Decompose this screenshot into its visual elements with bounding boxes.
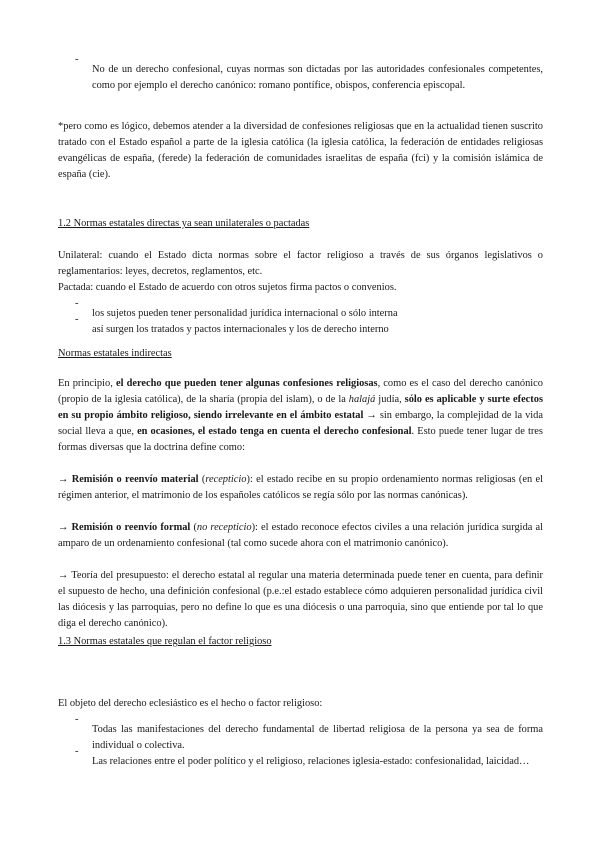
remision-formal-paragraph: → Remisión o reenvío formal (no recepticio): el estado reconoce efectos civiles a una relación jurídica surgida al amparo de un ordenamiento confesional (tal como sucede ahora con el matrimonio canónico). [58, 522, 543, 549]
section-heading-indirectas: Normas estatales indirectas [58, 348, 172, 359]
list-dash: - [75, 298, 79, 309]
remision-material-paragraph: → Remisión o reenvío material (recepticio): el estado recibe en su propio ordenamiento normas religiosas (en el régimen anterior, el matrimonio de los españoles católicos se regía sólo por las normas canónicas). [58, 474, 543, 501]
section-heading-1-2: 1.2 Normas estatales directas ya sean unilaterales o pactadas [58, 218, 310, 229]
indirectas-paragraph: En principio, el derecho que pueden tener algunas confesiones religiosas, como es el caso del derecho canónico (propio de la iglesia católica), de la sharía (propia del islam), o de la halajá judía, sólo es aplicable y surte efectos en su propio ámbito religioso, siendo irrelevante en el ámbito estatal → sin embargo, la complejidad de la vida social lleva a que, en ocasiones, el estado tenga en cuenta el derecho confesional. Esto puede tener lugar de tres formas diversas que la doctrina define como: [58, 378, 543, 453]
list-item: los sujetos pueden tener personalidad jurídica internacional o sólo interna [92, 308, 398, 320]
pactada-paragraph: Pactada: cuando el Estado de acuerdo con otros sujetos firma pactos o convenios. [58, 282, 397, 293]
intro-bullet-text: No de un derecho confesional, cuyas normas son dictadas por las autoridades confesionales competentes, como por ejemplo el derecho canónico: romano pontífice, obispos, conferencia episcopal. [92, 64, 543, 92]
list-dash: - [75, 746, 79, 757]
list-dash: - [75, 54, 79, 65]
list-dash: - [75, 314, 79, 325]
section-heading-1-3: 1.3 Normas estatales que regulan el factor religioso [58, 636, 272, 647]
note-paragraph: *pero como es lógico, debemos atender a la diversidad de confesiones religiosas que en la actualidad tienen suscrito tratado con el Estado español a parte de la iglesia católica (la iglesia católica, la federación de entidades religiosas evangélicas de españa, (ferede) la federación de comunidades israelitas de españa (fci) y la comisión islámica de españa (cie). [58, 121, 543, 180]
unilateral-paragraph: Unilateral: cuando el Estado dicta normas sobre el factor religioso a través de sus órganos legislativos o reglamentarios: leyes, decretos, reglamentos, etc. [58, 250, 543, 277]
list-dash: - [75, 714, 79, 725]
list-item: Las relaciones entre el poder político y el religioso, relaciones iglesia-estado: confesionalidad, laicidad… [92, 756, 530, 768]
list-item: Todas las manifestaciones del derecho fundamental de libertad religiosa de la persona ya sea de forma individual o colectiva. [92, 724, 543, 752]
list-item: así surgen los tratados y pactos internacionales y los de derecho interno [92, 324, 389, 336]
objeto-paragraph: El objeto del derecho eclesiástico es el hecho o factor religioso: [58, 698, 323, 709]
teoria-presupuesto-paragraph: → Teoría del presupuesto: el derecho estatal al regular una materia determinada puede tener en cuenta, para definir el supuesto de hecho, una definición confesional (p.e.:el estado establece cómo adquieren personalidad jurídica civil las diócesis y las parroquias, pero no define lo que es una diócesis o una parroquia, sino que entiende por tal lo que diga el derecho canónico). [58, 570, 543, 629]
